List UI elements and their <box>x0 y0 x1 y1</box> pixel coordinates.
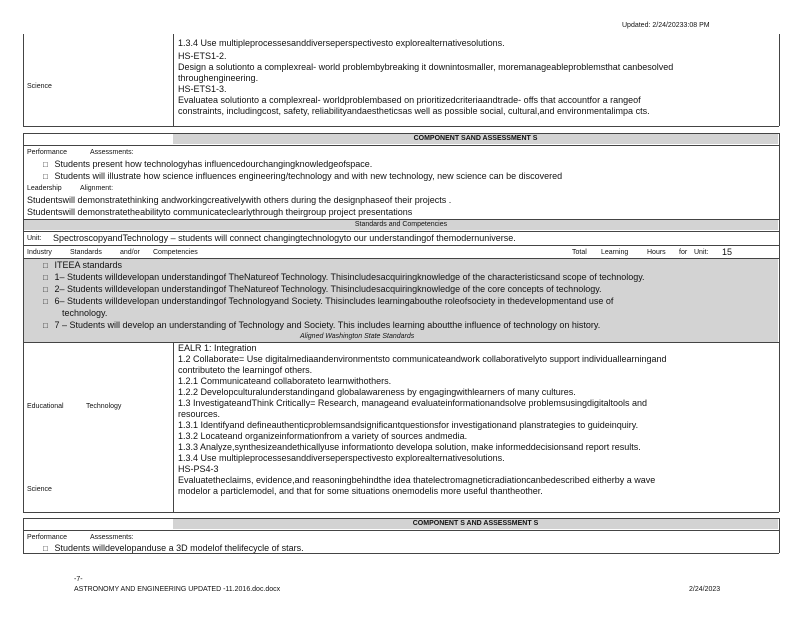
top-line: Evaluatea solutionto a complexreal- worldproblembased on prioritizedcriteriaandtrade- offs that accountfor a rangeof <box>178 95 641 105</box>
edtech-line: 1.2.1 Communicateand collaborateto learnwithothers. <box>178 376 392 386</box>
iteea-item: □ 6– Students willdevelopan understandingof Technologyand Society. Thisincludes learningabouthe roleofsociety in thedevelopmentand use of <box>43 296 614 306</box>
updated-timestamp: Updated: 2/24/20233:08 PM <box>622 22 710 29</box>
edtech-line: 1.3.2 Locateand organizeinformationfrom a variety of sources andmedia. <box>178 431 468 441</box>
alignment-label: Alignment: <box>80 185 114 192</box>
andor-label: and/or <box>120 249 140 256</box>
top-line: 1.3.4 Use multipleprocessesanddiverseperspectivesto explorealternativesolutions. <box>178 38 505 48</box>
edtech-line: contributeto the learningof others. <box>178 365 313 375</box>
for-label: for <box>679 249 688 256</box>
iteea-item: □ ITEEA standards <box>43 260 123 270</box>
bullet-icon: □ <box>43 297 48 306</box>
top-divider <box>173 34 174 126</box>
footer-date: 2/24/2023 <box>689 586 721 593</box>
top-line: constraints, includingcost, safety, reliabilityandaestheticsas well as possible social, cultural,and environmentalimpa cts. <box>178 106 650 116</box>
comp1-bar-rule <box>23 145 779 146</box>
top-bottom-rule <box>23 126 779 127</box>
standards-bar-rule <box>23 231 779 232</box>
performance-label: Performance <box>27 149 68 156</box>
total-label: Total <box>572 249 587 256</box>
bullet-icon: □ <box>43 544 48 553</box>
edtech-line: EALR 1: Integration <box>178 343 257 353</box>
edtech-line: modelor a particlemodel, and that for some situations onemodelis more useful thantheother. <box>178 486 543 496</box>
educational-label: Educational <box>27 403 64 410</box>
edtech-line: 1.3.4 Use multipleprocessesanddiverseperspectivesto explorealternativesolutions. <box>178 453 505 463</box>
industry-label: Industry <box>27 249 52 256</box>
assessments-label: Assessments: <box>90 149 134 156</box>
edtech-line: HS-PS4-3 <box>178 464 219 474</box>
competencies-label: Competencies <box>153 249 198 256</box>
standards-label: Standards <box>70 249 102 256</box>
assessments-label-2: Assessments: <box>90 534 134 541</box>
top-line: HS-ETS1-2. <box>178 51 227 61</box>
hours-label: Hours <box>647 249 666 256</box>
standards-competencies-bar: Standards and Competencies <box>24 220 778 230</box>
leadership-line: Studentswill demonstratethinking andworkingcreativelywith others during the designphaseof their projects . <box>27 195 452 205</box>
technology-label: Technology <box>86 403 122 410</box>
aligned-washington-bar: Aligned Washington State Standards <box>300 333 415 340</box>
components-assessments-bar-2: COMPONENT S AND ASSESSMENT S <box>173 519 778 529</box>
assessment-item: □ Students will illustrate how science influences engineering/technology and with new technology, new science can be discovered <box>43 171 563 181</box>
assessment-item: □ Students present how technologyhas influencedourchangingknowledgeofspace. <box>43 159 373 169</box>
footer-filename: ASTRONOMY AND ENGINEERING UPDATED -11.2016.doc.docx <box>74 586 281 593</box>
bullet-icon: □ <box>43 172 48 181</box>
top-line: throughengineering. <box>178 73 259 83</box>
iteea-item: □ 1– Students willdevelopan understandingof TheNatureof Technology. Thisincludesacquiringknowledge of the characteristicsand scope of technology. <box>43 272 645 282</box>
science-label-2: Science <box>27 486 52 493</box>
comp2-bar-rule <box>23 530 779 531</box>
iteea-item: □ 7 – Students will develop an understanding of Technology and Society. This includes learning aboutthe influence of technology on history. <box>43 320 601 330</box>
components-assessments-bar: COMPONENT SAND ASSESSMENT S <box>173 134 778 144</box>
bullet-icon: □ <box>43 285 48 294</box>
top-content <box>178 38 673 117</box>
bullet-icon: □ <box>43 273 48 282</box>
edtech-line: 1.3.3 Analyze,synthesizeandethicallyuse informationto developa solution, make informeddecisionsand report results. <box>178 442 641 452</box>
unit-text: SpectroscopyandTechnology – students will connect changingtechnologyto our understandingof themodernuniverse. <box>53 233 516 243</box>
unit-label: Unit: <box>27 235 42 242</box>
top-line: Design a solutionto a complexreal- world problembybreaking it downintosmaller, moremanageableproblemsthat canbesolved <box>178 62 674 72</box>
page-number: -7- <box>74 576 83 583</box>
science-label: Science <box>27 83 52 90</box>
bullet-icon: □ <box>43 321 48 330</box>
edtech-bottom-rule <box>23 512 779 513</box>
edtech-line: 1.2 Collaborate= Use digitalmediaandenvironmentsto communicateandwork collaborativelyto support individuallearningand <box>178 354 667 364</box>
edtech-line: 1.2.2 Developculturalunderstandingand globalawareness by engagingwithlearners of many cultures. <box>178 387 576 397</box>
leadership-label: Leadership <box>27 185 62 192</box>
top-line: HS-ETS1-3. <box>178 84 227 94</box>
iteea-item: □ 2– Students willdevelopan understandingof TheNatureof Technology. Thisincludesacquiringknowledge of the core concepts of technology. <box>43 284 602 294</box>
bullet-icon: □ <box>43 160 48 169</box>
assessment-item: □ Students willdevelopanduse a 3D modelof thelifecycle of stars. <box>43 543 304 553</box>
total-hours-value: 15 <box>722 247 733 257</box>
hours-unit-label: Unit: <box>694 249 709 256</box>
edtech-line: 1.3 InvestigateandThink Critically= Research, manageand evaluateinformationandsolve problemsusingdigitaltools and <box>178 398 648 408</box>
edtech-line: resources. <box>178 409 221 419</box>
performance-label-2: Performance <box>27 534 68 541</box>
bullet-icon: □ <box>43 261 48 270</box>
edtech-content <box>178 343 667 497</box>
comp2-bottom-rule <box>23 553 779 554</box>
learning-label: Learning <box>601 249 629 256</box>
edtech-line: Evaluatetheclaims, evidence,and reasoningbehindthe idea thatelectromagneticradiationcanbedescribed eitherby a wave <box>178 475 656 485</box>
edtech-line: 1.3.1 Identifyand defineauthenticproblemsandsignificantquestionsfor investigationand planstrategies to guideinquiry. <box>178 420 639 430</box>
leadership-line: Studentswill demonstratetheabilityto communicateclearlythrough theirgroup project presentations <box>27 207 413 217</box>
unit-rule <box>23 245 779 246</box>
iteea-item-continued: technology. <box>62 308 108 318</box>
